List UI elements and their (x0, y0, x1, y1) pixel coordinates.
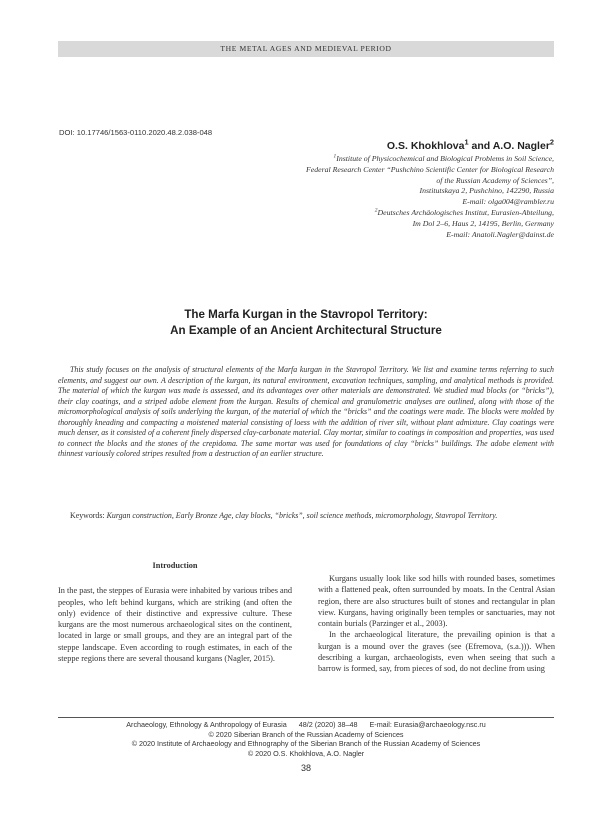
affiliations (194, 154, 554, 240)
affiliation-1-line-2: Federal Research Center “Pushchino Scientific Center for Biological Research (305, 164, 554, 174)
affiliation-1-email[interactable]: E-mail: olga004@rambler.ru (462, 197, 554, 207)
affiliation-2-line-2: Im Dol 2–6, Haus 2, 14195, Berlin, Germany (412, 218, 554, 228)
author-2: A.O. Nagler (492, 140, 550, 152)
keywords-label: Keywords: (70, 511, 107, 520)
affiliation-1-line-3: of the Russian Academy of Sciences”, (436, 175, 554, 185)
affiliation-1-line-4: Institutskaya 2, Pushchino, 142290, Russia (419, 186, 554, 196)
footer-copyright-1: © 2020 Siberian Branch of the Russian Academy of Sciences (208, 729, 404, 739)
footer-email[interactable]: E-mail: Eurasia@archaeology.nsc.ru (369, 720, 486, 729)
author-line (386, 137, 554, 152)
affiliation-2-email[interactable]: E-mail: Anatoli.Nagler@dainst.de (446, 229, 554, 239)
left-column (58, 560, 292, 664)
affiliation-1-line-1: $^1$Institute of Physicochemical and Biological Problems in Soil Science, (333, 153, 554, 163)
abstract: This study focuses on the analysis of structural elements of the Marfa kurgan in the Stavropol Territory. We list and examine terms referring to such elements, and suggest our own. A description of the kurgan, its natural environment, excavation techniques, sampling, and analytical methods is provided. The material of which the kurgan was made is assessed, and its advantages over other materials are demonstrated. We studied mud blocks (or “bricks”), their clay coatings, and a striped adobe element from the kurgan. Results of chemical and granulometric analyses are outlined, along with those of the micromorphological analysis of soils underlying the kurgan, of the material of which the “bricks” and the coatings were made. The blocks were molded by thoroughly kneading and compacting a moistened material consisting of loess with the addition of river silt, without plant admixture. Clay coatings were much denser, as it consisted of a coherent finely dispersed clay-carbonate material. Clay mortar, similar to coatings in composition and properties, was used to connect the blocks and the stones of the crepidoma. The same mortar was used for foundations of clay “bricks” buildings. The adobe element with thinnest variously colored stripes resulted from a destruction of an earlier structure. (58, 365, 554, 459)
title-line-1: The Marfa Kurgan in the Stavropol Territory: (184, 308, 428, 321)
author-1-sup: 1 (464, 137, 469, 147)
section-title: THE METAL AGES AND MEDIEVAL PERIOD (220, 44, 392, 53)
left-paragraph-1: In the past, the steppes of Eurasia were inhabited by various tribes and peoples, who left behind kurgans, which are striking (and often the only) evidence of their distinctive and expressive culture. These kurgans are the most numerous archaeological sites on the continent, located in large or small groups, and they are an integral part of the steppe landscape. Even according to rough estimates, in each of the steppe regions there are several thousand kurgans (Nagler, 2015). (58, 586, 292, 664)
article-title (58, 307, 554, 338)
footer-journal: Archaeology, Ethnology & Anthropology of Eurasia (126, 720, 287, 729)
footer (58, 720, 554, 758)
footer-copyright-3: © 2020 O.S. Khokhlova, A.O. Nagler (247, 748, 365, 758)
footer-divider (58, 717, 554, 718)
right-paragraph-2: In the archaeological literature, the prevailing opinion is that a kurgan is a mound over the graves (see (Efremova, (s.a.))). When describing a kurgan, archaeologists, even when seeing that such a barrow is formed, say, from pieces of sod, do not decline from using (318, 630, 555, 674)
right-paragraph-1: Kurgans usually look like sod hills with rounded bases, sometimes with a flattened peak, often surrounded by moats. In the Central Asian region, there are also structures built of stones and rectangular in plan view. Kurgans, having originally been temples or sanctuaries, may not contain burials (Parzinger et al., 2003). (318, 574, 555, 629)
footer-copyright-2: © 2020 Institute of Archaeology and Ethnography of the Siberian Branch of the Russian Academy of Sciences (131, 739, 481, 749)
doi[interactable]: DOI: 10.17746/1563-0110.2020.48.2.038-048 (59, 128, 213, 137)
section-header-band (58, 41, 554, 57)
title-line-2: An Example of an Ancient Architectural Structure (170, 323, 442, 337)
footer-volume: 48/2 (2020) 38–48 (298, 720, 358, 729)
author-and: and (468, 140, 493, 152)
right-column (318, 573, 555, 675)
affiliation-2-line-1: $^2$Deutsches Archäologisches Institut, Eurasien-Abteilung, (374, 207, 554, 217)
page-number: 38 (300, 763, 311, 773)
author-1: O.S. Khokhlova (386, 140, 465, 152)
keywords (58, 511, 554, 522)
introduction-heading: Introduction (152, 561, 198, 570)
keywords-text: Kurgan construction, Early Bronze Age, clay blocks, “bricks”, soil science methods, micromorphology, Stavropol Territory. (106, 511, 498, 520)
author-2-sup: 2 (549, 137, 554, 147)
